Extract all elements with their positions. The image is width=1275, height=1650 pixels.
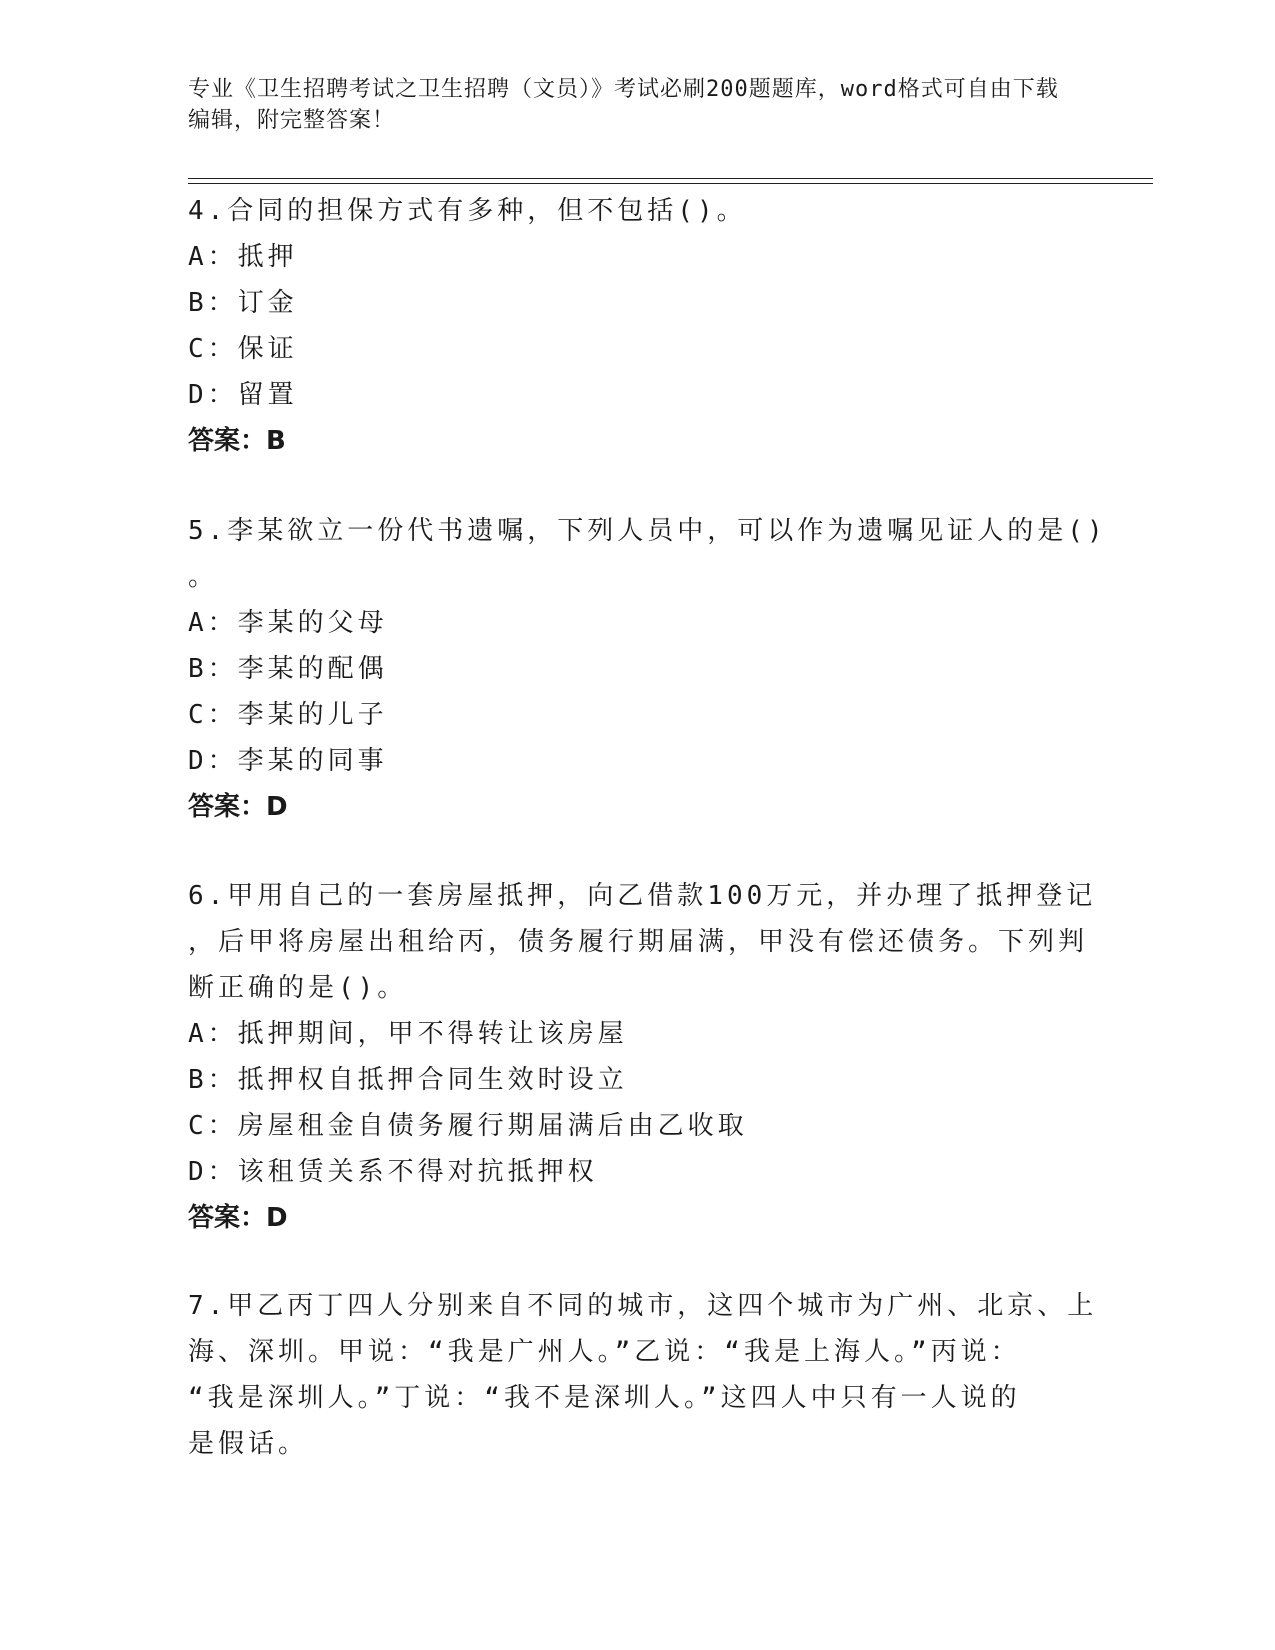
option-a: A：抵押	[188, 242, 298, 272]
option-d: D：李某的同事	[188, 746, 388, 776]
option-b: B：李某的配偶	[188, 654, 388, 684]
question-stem-line: 5.李某欲立一份代书遗嘱，下列人员中，可以作为遗嘱见证人的是()	[188, 516, 1107, 546]
option-c: C：保证	[188, 334, 298, 364]
question-7	[188, 1283, 1098, 1467]
question-stem-line: 海、深圳。甲说：“我是广州人。”乙说：“我是上海人。”丙说：	[188, 1337, 1021, 1367]
header-divider-bottom	[188, 183, 1153, 184]
option-c: C：房屋租金自债务履行期届满后由乙收取	[188, 1111, 748, 1141]
question-stem-line: 断正确的是()。	[188, 973, 408, 1003]
question-stem-line: “我是深圳人。”丁说：“我不是深圳人。”这四人中只有一人说的	[188, 1383, 1021, 1413]
option-a: A：李某的父母	[188, 608, 388, 638]
answer: 答案：D	[188, 1203, 288, 1233]
option-a: A：抵押期间，甲不得转让该房屋	[188, 1019, 628, 1049]
question-stem-line: ，后甲将房屋出租给丙，债务履行期届满，甲没有偿还债务。下列判	[188, 927, 1089, 957]
document-header: 专业《卫生招聘考试之卫生招聘（文员）》考试必刷200题题库，word格式可自由下载编辑，附完整答案！	[188, 77, 1059, 133]
question-4	[188, 188, 1068, 464]
question-stem-line: 4.合同的担保方式有多种，但不包括()。	[188, 196, 747, 226]
question-5	[188, 508, 1107, 830]
option-d: D：该租赁关系不得对抗抵押权	[188, 1157, 598, 1187]
answer: 答案：D	[188, 792, 288, 822]
option-b: B：订金	[188, 288, 298, 318]
question-stem-line: 。	[188, 562, 219, 592]
question-stem-line: 6.甲用自己的一套房屋抵押，向乙借款100万元，并办理了抵押登记	[188, 881, 1097, 911]
answer: 答案：B	[188, 426, 286, 456]
question-6	[188, 873, 1097, 1241]
header-divider-top	[188, 178, 1153, 179]
question-stem-line: 是假话。	[188, 1429, 309, 1459]
option-b: B：抵押权自抵押合同生效时设立	[188, 1065, 628, 1095]
question-stem-line: 7.甲乙丙丁四人分别来自不同的城市，这四个城市为广州、北京、上	[188, 1291, 1098, 1321]
option-c: C：李某的儿子	[188, 700, 388, 730]
option-d: D：留置	[188, 380, 298, 410]
